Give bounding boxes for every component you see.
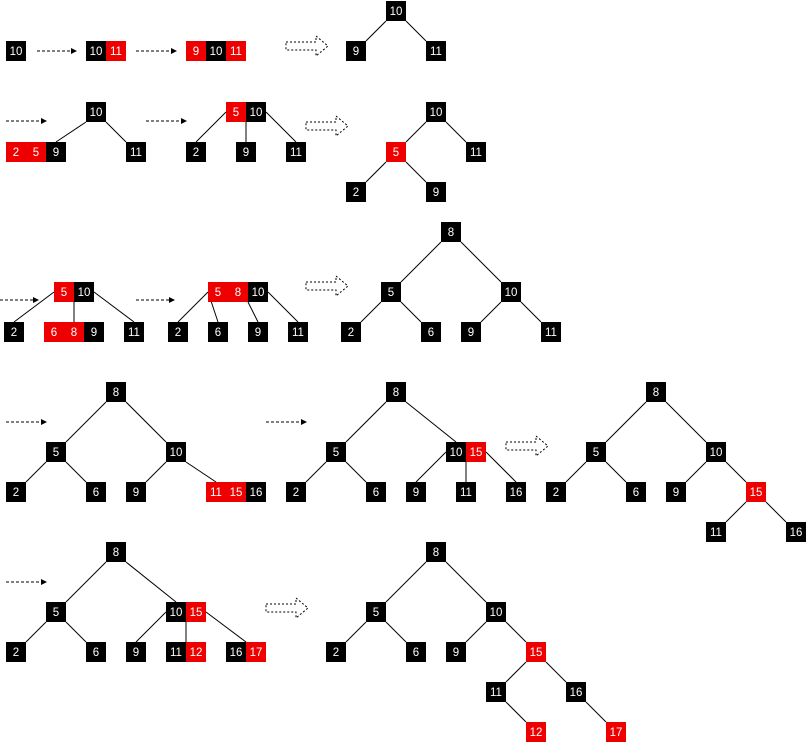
- tree-node: [166, 602, 206, 622]
- tree-node: [226, 102, 266, 122]
- tree-node: [381, 282, 401, 302]
- tree-node: [168, 322, 188, 342]
- key-label: 5: [332, 447, 340, 459]
- tree-node: [546, 482, 566, 502]
- key-label: 16: [249, 487, 263, 499]
- tree-edge: [416, 452, 446, 482]
- tree-node: [541, 322, 561, 342]
- key-label: 5: [592, 447, 600, 459]
- key-label: 17: [249, 647, 263, 659]
- tree-node: [46, 602, 66, 622]
- tree-edge: [66, 402, 106, 442]
- key-label: 6: [412, 647, 420, 659]
- tree-node: [446, 442, 486, 462]
- hollow-arrow-icon: [266, 598, 308, 618]
- tree-edge: [606, 402, 646, 442]
- key-label: 10: [77, 287, 91, 299]
- key-label: 9: [254, 327, 262, 339]
- tree-edge: [56, 122, 86, 142]
- tree-node: [486, 602, 506, 622]
- key-label: 5: [372, 607, 380, 619]
- tree-edge: [446, 122, 466, 142]
- tree-node: [44, 322, 104, 342]
- tree-node: [606, 722, 626, 742]
- tree-node: [666, 482, 686, 502]
- tree-edge: [481, 302, 501, 322]
- key-label: 9: [192, 46, 200, 58]
- tree-edge: [406, 21, 426, 41]
- key-label: 5: [52, 607, 60, 619]
- key-label: 11: [460, 487, 472, 499]
- key-label: 5: [232, 107, 240, 119]
- key-label: 10: [251, 287, 265, 299]
- tree-node: [406, 642, 426, 662]
- key-label: 10: [389, 6, 403, 18]
- key-label: 2: [12, 147, 20, 159]
- key-label: 2: [12, 647, 20, 659]
- key-label: 9: [132, 647, 140, 659]
- tree-edge: [106, 122, 126, 142]
- tree-node: [248, 322, 268, 342]
- key-label: 11: [470, 147, 482, 159]
- key-label: 5: [60, 287, 68, 299]
- key-label: 15: [469, 447, 483, 459]
- nodes-layer: [4, 1, 806, 742]
- tree-node: [386, 142, 406, 162]
- key-label: 8: [447, 227, 455, 239]
- tree-node: [406, 482, 426, 502]
- tree-node: [208, 282, 268, 302]
- key-label: 11: [128, 327, 140, 339]
- tree-node: [208, 322, 228, 342]
- tree-node: [236, 142, 256, 162]
- key-label: 10: [449, 447, 463, 459]
- tree-edge: [466, 622, 486, 642]
- key-label: 8: [652, 387, 660, 399]
- tree-node: [426, 182, 446, 202]
- tree-node: [326, 442, 346, 462]
- tree-edge: [546, 662, 566, 682]
- key-label: 11: [290, 147, 302, 159]
- key-label: 2: [192, 147, 200, 159]
- key-label: 9: [352, 46, 360, 58]
- tree-edge: [566, 462, 586, 482]
- tree-node: [786, 522, 806, 542]
- key-label: 10: [89, 107, 103, 119]
- tree-edge: [406, 122, 426, 142]
- key-label: 17: [609, 727, 623, 739]
- tree-edge: [66, 562, 106, 602]
- tree-edge: [386, 562, 426, 602]
- key-label: 8: [432, 547, 440, 559]
- tree-edge: [366, 162, 386, 182]
- key-label: 2: [10, 327, 18, 339]
- key-label: 8: [392, 387, 400, 399]
- key-label: 16: [509, 487, 523, 499]
- tree-node: [421, 322, 441, 342]
- key-label: 2: [292, 487, 300, 499]
- tree-edge: [26, 622, 46, 642]
- key-label: 10: [429, 107, 443, 119]
- tree-edge: [146, 462, 166, 482]
- tree-edge: [401, 242, 441, 282]
- key-label: 10: [89, 46, 103, 58]
- tree-edge: [126, 402, 166, 442]
- key-label: 16: [229, 647, 243, 659]
- key-label: 2: [332, 647, 340, 659]
- tree-node: [86, 102, 106, 122]
- tree-node: [461, 322, 481, 342]
- tree-node: [6, 482, 26, 502]
- tree-node: [446, 642, 466, 662]
- tree-node: [386, 382, 406, 402]
- key-label: 6: [92, 487, 100, 499]
- tree-edge: [94, 292, 134, 322]
- key-label: 11: [545, 327, 557, 339]
- tree-edge: [401, 302, 421, 322]
- tree-edge: [606, 462, 626, 482]
- key-label: 9: [242, 147, 250, 159]
- key-label: 12: [189, 647, 203, 659]
- tree-node: [4, 322, 24, 342]
- hollow-arrow-icon: [306, 276, 348, 296]
- tree-node: [86, 41, 126, 61]
- key-label: 10: [709, 447, 723, 459]
- tree-node: [341, 322, 361, 342]
- tree-node: [466, 142, 486, 162]
- key-label: 10: [9, 46, 23, 58]
- key-label: 9: [672, 487, 680, 499]
- key-label: 9: [452, 647, 460, 659]
- tree-edge: [726, 502, 746, 522]
- tree-node: [286, 482, 306, 502]
- key-label: 11: [710, 527, 722, 539]
- tree-node: [286, 142, 306, 162]
- tree-edge: [506, 662, 526, 682]
- tree-node: [526, 642, 546, 662]
- key-label: 6: [214, 327, 222, 339]
- tree-edge: [386, 622, 406, 642]
- key-label: 11: [230, 46, 242, 58]
- tree-edge: [306, 462, 326, 482]
- tree-edge: [248, 302, 258, 322]
- tree-node: [426, 542, 446, 562]
- key-label: 9: [432, 187, 440, 199]
- tree-edge: [26, 462, 46, 482]
- key-label: 9: [52, 147, 60, 159]
- tree-edge: [366, 21, 386, 41]
- key-label: 5: [52, 447, 60, 459]
- key-label: 10: [249, 107, 263, 119]
- tree-edge: [178, 292, 208, 322]
- key-label: 5: [387, 287, 395, 299]
- tree-node: [506, 482, 526, 502]
- tree-edge: [766, 502, 786, 522]
- tree-node: [54, 282, 94, 302]
- key-label: 16: [569, 687, 583, 699]
- key-label: 11: [490, 687, 502, 699]
- tree-edge: [406, 402, 456, 442]
- key-label: 9: [467, 327, 475, 339]
- tree-node: [86, 642, 106, 662]
- tree-node: [386, 1, 406, 21]
- tree-edge: [446, 562, 486, 602]
- key-label: 5: [392, 147, 400, 159]
- edges-layer: [14, 21, 786, 722]
- key-label: 8: [70, 327, 78, 339]
- tree-edge: [14, 292, 54, 322]
- tree-node: [706, 522, 726, 542]
- tree-edge: [486, 452, 516, 482]
- tree-edge: [521, 302, 541, 322]
- tree-node: [586, 442, 606, 462]
- tree-node: [288, 322, 308, 342]
- key-label: 5: [32, 147, 40, 159]
- tree-node: [46, 442, 66, 462]
- key-label: 10: [169, 607, 183, 619]
- key-label: 6: [427, 327, 435, 339]
- tree-edge: [506, 622, 526, 642]
- key-label: 15: [749, 487, 763, 499]
- key-label: 2: [552, 487, 560, 499]
- tree-node: [126, 642, 146, 662]
- hollow-arrow-icon: [286, 36, 328, 56]
- key-label: 2: [352, 187, 360, 199]
- hollow-arrow-icon: [506, 436, 548, 456]
- key-label: 9: [412, 487, 420, 499]
- key-label: 10: [504, 287, 518, 299]
- key-label: 16: [789, 527, 803, 539]
- tree-node: [706, 442, 726, 462]
- key-label: 5: [214, 287, 222, 299]
- tree-edge: [346, 622, 366, 642]
- tree-edge: [136, 612, 166, 642]
- tree-node: [746, 482, 766, 502]
- tree-node: [6, 642, 26, 662]
- tree-node: [441, 222, 461, 242]
- tree-node: [6, 142, 66, 162]
- tree-node: [226, 642, 266, 662]
- tree-edge: [346, 462, 366, 482]
- tree-edge: [186, 462, 216, 482]
- key-label: 2: [12, 487, 20, 499]
- key-label: 11: [210, 487, 222, 499]
- tree-node: [106, 382, 126, 402]
- key-label: 6: [632, 487, 640, 499]
- tree-edge: [126, 562, 176, 602]
- tree-node: [566, 682, 586, 702]
- key-label: 12: [529, 727, 543, 739]
- tree-node: [366, 602, 386, 622]
- tree-node: [426, 102, 446, 122]
- tree-edge: [346, 402, 386, 442]
- key-label: 6: [372, 487, 380, 499]
- tree-edge: [666, 402, 706, 442]
- tree-edge: [506, 702, 526, 722]
- tree-edge: [361, 302, 381, 322]
- key-label: 10: [209, 46, 223, 58]
- tree-node: [646, 382, 666, 402]
- tree-node: [106, 542, 126, 562]
- key-label: 15: [229, 487, 243, 499]
- tree-node: [626, 482, 646, 502]
- hollow-arrow-icon: [306, 116, 348, 136]
- tree-node: [486, 682, 506, 702]
- key-label: 6: [50, 327, 58, 339]
- key-label: 10: [169, 447, 183, 459]
- key-label: 2: [347, 327, 355, 339]
- tree-edge: [461, 242, 501, 282]
- tree-node: [526, 722, 546, 742]
- key-label: 11: [430, 46, 442, 58]
- key-label: 15: [529, 647, 543, 659]
- tree-edge: [266, 112, 296, 142]
- tree-node: [6, 41, 26, 61]
- tree-node: [326, 642, 346, 662]
- tree-node: [346, 182, 366, 202]
- tree-edge: [66, 622, 86, 642]
- tree-edge: [586, 702, 606, 722]
- tree-edge: [406, 162, 426, 182]
- key-label: 8: [112, 387, 120, 399]
- tree-edge: [196, 112, 226, 142]
- tree-node: [426, 41, 446, 61]
- tree-node: [126, 482, 146, 502]
- key-label: 11: [170, 647, 182, 659]
- key-label: 9: [90, 327, 98, 339]
- tree-node: [206, 482, 266, 502]
- tree-edge: [686, 462, 706, 482]
- tree-node: [166, 442, 186, 462]
- tree-edge: [726, 462, 746, 482]
- key-label: 6: [92, 647, 100, 659]
- tree-node: [126, 142, 146, 162]
- tree-node: [166, 642, 206, 662]
- tree-node: [456, 482, 476, 502]
- key-label: 10: [489, 607, 503, 619]
- tree-edge: [66, 462, 86, 482]
- key-label: 11: [292, 327, 304, 339]
- tree-node: [501, 282, 521, 302]
- tree-edge: [268, 292, 298, 322]
- tree-node: [186, 41, 246, 61]
- tree-node: [366, 482, 386, 502]
- key-label: 8: [234, 287, 242, 299]
- key-label: 2: [174, 327, 182, 339]
- key-label: 8: [112, 547, 120, 559]
- tree-node: [86, 482, 106, 502]
- key-label: 11: [110, 46, 122, 58]
- tree-node: [124, 322, 144, 342]
- tree-node: [346, 41, 366, 61]
- key-label: 15: [189, 607, 203, 619]
- tree-edge: [206, 612, 246, 642]
- key-label: 11: [130, 147, 142, 159]
- key-label: 9: [132, 487, 140, 499]
- tree-node: [186, 142, 206, 162]
